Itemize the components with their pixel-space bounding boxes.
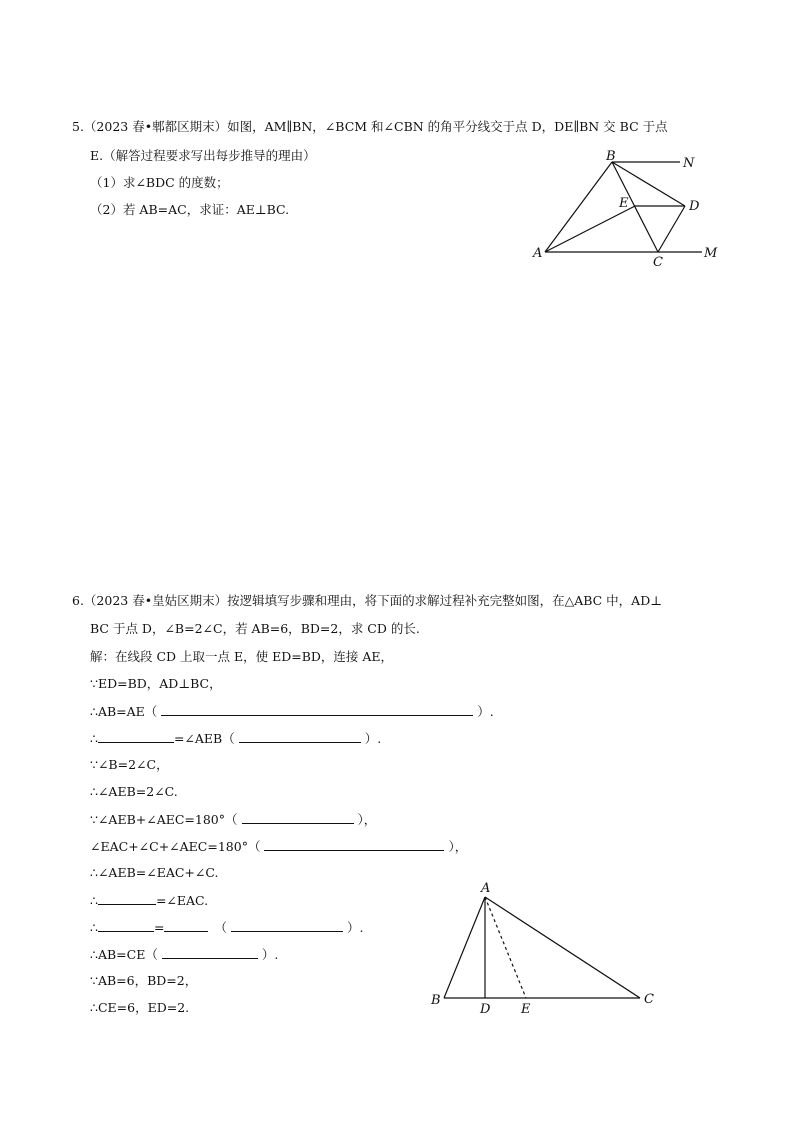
label-d: D bbox=[689, 199, 700, 214]
q6-step-1: ∵ED=BD，AD⊥BC， bbox=[90, 676, 222, 691]
q6-step-9: ∴ =∠EAC. bbox=[90, 893, 209, 908]
q6-step-13: ∴CE=6，ED=2. bbox=[90, 1000, 190, 1015]
q6-step-12: ∵AB=6，BD=2， bbox=[90, 973, 198, 988]
label-c: C bbox=[644, 992, 654, 1007]
q5-stem-line1: 5.（2023 春•郫都区期末）如图，AM∥BN，∠BCM 和∠CBN 的角平分线交于点 D，DE∥BN 交 BC 于点 bbox=[72, 119, 668, 134]
q6-step-11: ∴AB=CE（ ）. bbox=[90, 947, 279, 962]
segment-cd bbox=[658, 206, 685, 252]
q6-step-3: ∴ =∠AEB（ ）. bbox=[90, 731, 382, 746]
label-d: D bbox=[480, 1002, 491, 1017]
q5-part1: （1）求∠BDC 的度数； bbox=[90, 175, 229, 190]
q5-part2: （2）若 AB=AC，求证：AE⊥BC. bbox=[90, 202, 290, 217]
label-n: N bbox=[683, 156, 695, 171]
segment-ab bbox=[444, 897, 485, 998]
segment-bc bbox=[612, 162, 658, 252]
fill-blank[interactable] bbox=[239, 730, 361, 743]
q6-solution-intro: 解：在线段 CD 上取一点 E，使 ED=BD，连接 AE， bbox=[90, 649, 394, 664]
fill-blank[interactable] bbox=[164, 919, 208, 932]
label-b: B bbox=[606, 149, 616, 164]
fill-blank[interactable] bbox=[231, 919, 343, 932]
fill-blank[interactable] bbox=[161, 703, 473, 716]
segment-ae-dashed bbox=[485, 897, 526, 998]
label-a: A bbox=[533, 246, 543, 261]
q6-step-5: ∴∠AEB=2∠C. bbox=[90, 784, 178, 799]
segment-ab bbox=[545, 162, 612, 252]
label-m: M bbox=[704, 246, 718, 261]
label-e: E bbox=[619, 196, 629, 211]
fill-blank[interactable] bbox=[98, 730, 174, 743]
fill-blank[interactable] bbox=[162, 946, 258, 959]
q6-step-8: ∴∠AEB=∠EAC+∠C. bbox=[90, 865, 219, 880]
label-c: C bbox=[653, 255, 663, 270]
fill-blank[interactable] bbox=[242, 811, 354, 824]
fill-blank[interactable] bbox=[264, 838, 444, 851]
fill-blank[interactable] bbox=[98, 892, 156, 905]
segment-bd bbox=[612, 162, 685, 206]
fill-blank[interactable] bbox=[98, 919, 154, 932]
q6-step-2: ∴AB=AE（ ）. bbox=[90, 704, 494, 719]
q5-stem-line2: E.（解答过程要求写出每步推导的理由） bbox=[90, 148, 316, 163]
label-a: A bbox=[481, 881, 491, 896]
q6-stem-line1: 6.（2023 春•皇姑区期末）按逻辑填写步骤和理由，将下面的求解过程补充完整如图，在△ABC 中，AD⊥ bbox=[72, 593, 662, 608]
q6-step-7: ∠EAC+∠C+∠AEC=180°（ ）， bbox=[90, 839, 468, 854]
label-b: B bbox=[431, 993, 441, 1008]
q6-step-6: ∵∠AEB+∠AEC=180°（ ）， bbox=[90, 812, 377, 827]
segment-ae bbox=[545, 206, 635, 252]
q6-stem-line2: BC 于点 D，∠B=2∠C，若 AB=6，BD=2，求 CD 的长. bbox=[90, 621, 420, 636]
q6-step-10: ∴ = （ ）. bbox=[90, 920, 364, 935]
q6-step-4: ∵∠B=2∠C， bbox=[90, 757, 169, 772]
segment-ac bbox=[485, 897, 640, 998]
label-e: E bbox=[521, 1002, 531, 1017]
